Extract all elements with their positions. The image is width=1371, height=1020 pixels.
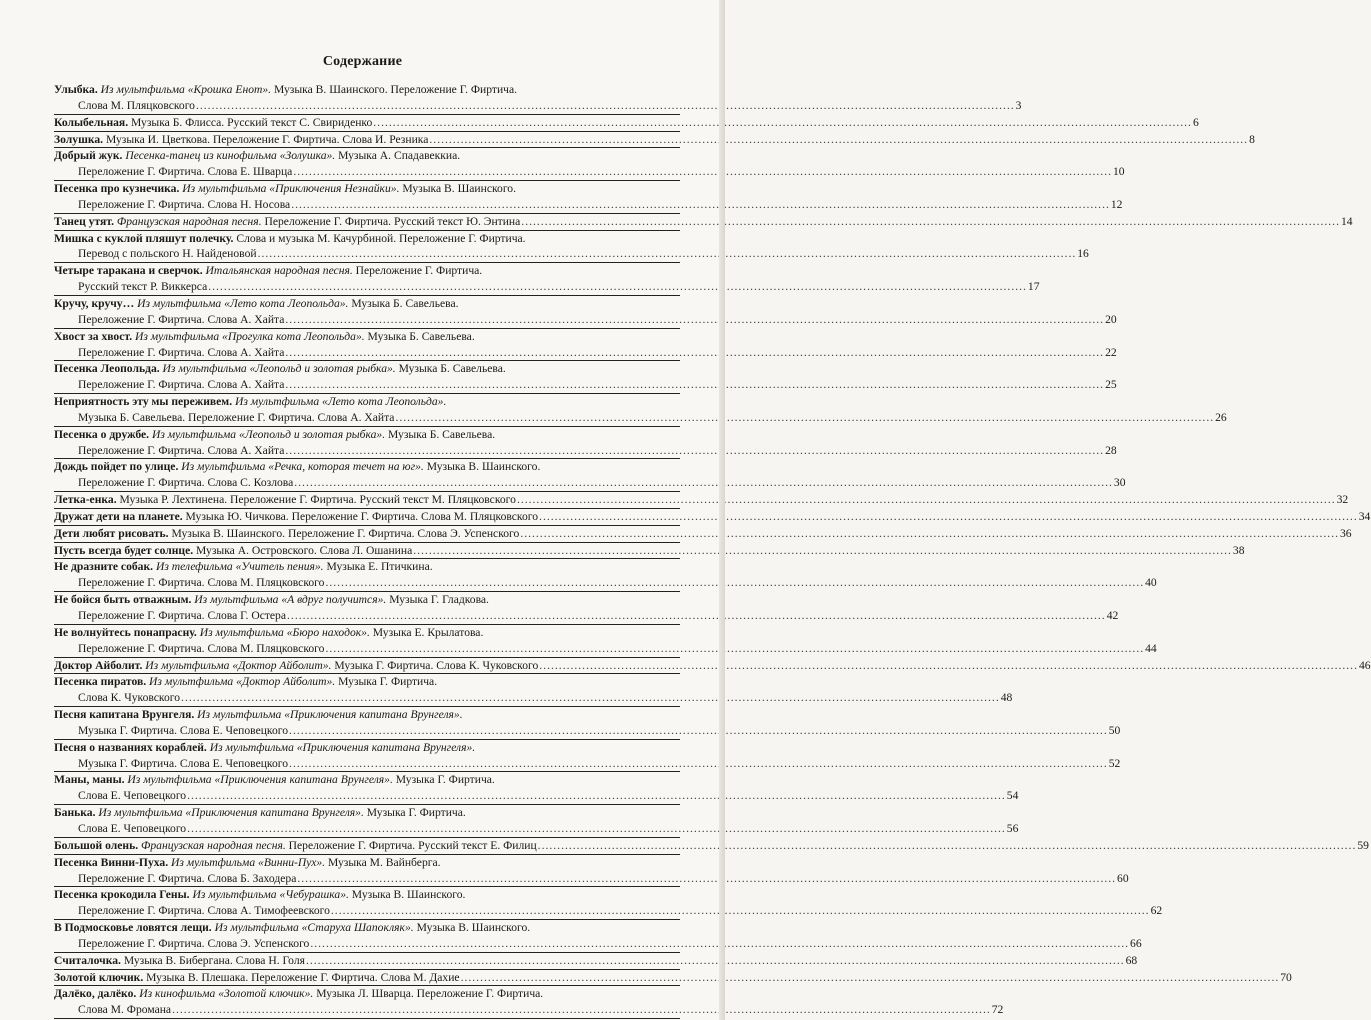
toc-entry-line — [54, 164, 1125, 180]
song-title: Не волнуйтесь понапрасну. — [54, 625, 197, 639]
toc-entry-line — [54, 625, 680, 641]
credits-text: Музыка Б. Савельева. — [395, 362, 506, 376]
toc-entry — [54, 920, 1142, 953]
page-number: 36 — [1339, 526, 1352, 540]
source-note: Из мультфильма «Винни-Пух». — [168, 855, 326, 869]
toc-entry — [54, 214, 1353, 231]
page-number: 60 — [1117, 871, 1129, 885]
source-note: Из мультфильма «Лето кота Леопольда». — [232, 395, 447, 409]
toc-entry-line — [54, 723, 1121, 739]
credits-text: Музыка В. Шаинского. Переложение Г. Фиртича. Слова Э. Успенского — [168, 526, 520, 540]
toc-entry — [54, 459, 1126, 492]
leader-dots — [331, 903, 1150, 919]
credits-text: Переложение Г. Фиртича. Слова Н. Носова — [78, 197, 291, 211]
toc-entry — [54, 115, 1199, 132]
toc-entry-line — [54, 443, 1117, 459]
song-title: Песенка Винни-Пуха. — [54, 855, 169, 869]
credits-text: Музыка Б. Флисса. Русский текст С. Свириденко — [128, 115, 373, 129]
toc-entry-line — [54, 543, 1245, 559]
source-note: Из мультфильма «Лето кота Леопольда». — [134, 296, 349, 310]
credits-text: Музыка Е. Крылатова. — [369, 625, 484, 639]
credits-text: Музыка Б. Савельева. — [385, 427, 496, 441]
leader-dots — [539, 658, 1358, 674]
toc-entry — [54, 231, 1089, 264]
toc-entry — [54, 953, 1138, 970]
toc-entry-line — [54, 214, 1353, 230]
song-title: Дружат дети на планете. — [54, 509, 183, 523]
toc-entry-line — [54, 312, 1117, 328]
leader-dots — [172, 1002, 991, 1018]
leader-dots — [285, 443, 1104, 459]
toc-entry — [54, 492, 1349, 509]
leader-dots — [538, 838, 1357, 854]
toc-entry-line — [54, 410, 1227, 426]
page-number: 28 — [1105, 443, 1117, 457]
credits-text: Слова К. Чуковского — [78, 691, 181, 705]
toc-entry-line — [54, 394, 680, 410]
source-note: Из мультфильма «Прогулка кота Леопольда». — [132, 329, 365, 343]
source-note: Из мультфильма «Приключения капитана Врунгеля». — [194, 708, 463, 722]
source-note: Из мультфильма «Бюро находок». — [196, 625, 370, 639]
song-title: Улыбка. — [54, 83, 98, 96]
toc-entry — [54, 263, 1040, 296]
credits-text: Слова и музыка М. Качурбиной. Переложение Г. Фиртича. — [233, 231, 526, 245]
toc-entry-line — [54, 838, 1369, 854]
leader-dots — [258, 246, 1077, 262]
toc-entry — [54, 970, 1292, 987]
credits-text: Переложение Г. Фиртича. Слова А. Хайта — [78, 378, 285, 392]
toc-entry-line — [54, 246, 1089, 262]
leader-dots — [461, 970, 1280, 986]
toc-entry — [54, 772, 1019, 805]
credits-text: Переложение Г. Фиртича. Слова Е. Шварца — [78, 165, 293, 179]
credits-text: Музыка В. Шаинского. Переложение Г. Фиртича. — [271, 83, 518, 96]
source-note: Песенка-танец из кинофильма «Золушка». — [122, 149, 336, 163]
page-edge-shadow — [719, 0, 725, 1020]
toc-entry-line — [54, 920, 680, 936]
page-number: 38 — [1232, 543, 1245, 557]
credits-text: Переложение Г. Фиртича. Русский текст Е. Филиц — [285, 838, 537, 852]
toc-entry-line — [54, 509, 1371, 525]
leader-dots — [181, 690, 1000, 706]
leader-dots — [395, 410, 1214, 426]
toc-entry-line — [54, 98, 1022, 114]
song-title: Дети любят рисовать. — [54, 526, 169, 540]
credits-text: Музыка Л. Шварца. Переложение Г. Фиртича. — [313, 987, 544, 1001]
credits-text: Музыка В. Шаинского. — [399, 182, 516, 196]
toc-entry-line — [54, 492, 1349, 508]
credits-text: Музыка Г. Фиртича. — [392, 773, 495, 787]
toc-entry — [54, 805, 1019, 838]
source-note: Из мультфильма «Приключения капитана Врунгеля». — [95, 806, 364, 820]
credits-text: Музыка Ю. Чичкова. Переложение Г. Фиртича. Слова М. Пляцковского — [182, 509, 539, 523]
credits-text: Музыка Г. Гладкова. — [386, 593, 489, 607]
page-number: 59 — [1357, 838, 1369, 852]
credits-text: Музыка В. Плешака. Переложение Г. Фиртича. Слова М. Дахие — [143, 970, 460, 984]
song-title: Песенка пиратов. — [54, 675, 147, 689]
toc-entry-line — [54, 197, 1123, 213]
song-title: Кручу, кручу… — [54, 296, 135, 310]
credits-text: Музыка И. Цветкова. Переложение Г. Фиртича. Слова И. Резника — [103, 132, 429, 146]
page-number: 12 — [1110, 197, 1123, 211]
toc-entry — [54, 296, 1117, 329]
source-note: Из мультфильма «Приключения капитана Врунгеля». — [206, 740, 476, 754]
toc-entry-line — [54, 707, 680, 723]
source-note: Из мультфильма «Старуха Шапокляк». — [211, 921, 414, 935]
credits-text: Музыка Г. Фиртича. — [335, 675, 438, 689]
page-number: 66 — [1130, 936, 1142, 950]
toc-entry-line — [54, 148, 680, 164]
toc-entry-line — [54, 559, 680, 575]
toc-entry — [54, 132, 1255, 149]
toc-entry-line — [54, 459, 680, 475]
credits-text: Слова М. Пляцковского — [78, 98, 195, 112]
toc-entry-line — [54, 377, 1117, 393]
page-title: Содержание — [322, 54, 403, 69]
toc-entry-line — [54, 772, 680, 788]
credits-text: Слова Е. Чеповецкого — [78, 789, 187, 803]
leader-dots — [429, 132, 1248, 148]
song-title: Четыре таракана и сверчок. — [54, 264, 203, 278]
toc-entry — [54, 394, 1227, 427]
credits-text: Музыка В. Бибергана. Слова Н. Голя — [120, 953, 305, 967]
toc-entry — [54, 509, 1371, 526]
song-title: Не дразните собак. — [54, 560, 154, 574]
toc-entry-line — [54, 821, 1019, 837]
song-title: Танец утят. — [54, 214, 114, 228]
toc-entry-line — [54, 740, 680, 756]
toc-entry — [54, 592, 1119, 625]
toc-entry-line — [54, 986, 680, 1002]
credits-text: Музыка А. Островского. Слова Л. Ошанина — [193, 543, 413, 557]
credits-text: Слова М. Фромана — [78, 1003, 172, 1017]
toc-entry-line — [54, 575, 1157, 591]
song-title: Не бойся быть отважным. — [54, 593, 192, 607]
credits-text: Музыка Г. Фиртича. Слова Е. Чеповецкого — [78, 723, 289, 737]
source-note: Из телефильма «Учитель пения». — [153, 560, 324, 574]
page-number: 6 — [1192, 115, 1199, 129]
toc-entry-line — [54, 953, 1138, 969]
toc-entry-line — [54, 345, 1117, 361]
toc-entry — [54, 855, 1129, 888]
page-number: 68 — [1125, 953, 1138, 967]
leader-dots — [287, 608, 1106, 624]
source-note: Из кинофильма «Золотой ключик». — [136, 987, 314, 1001]
song-title: Летка-енка. — [54, 493, 117, 507]
leader-dots — [297, 871, 1116, 887]
leader-dots — [196, 98, 1015, 114]
leader-dots — [306, 953, 1125, 969]
credits-text: Переложение Г. Фиртича. — [352, 264, 483, 278]
toc-entry-line — [54, 427, 680, 443]
song-title: Неприятность эту мы переживем. — [54, 395, 233, 409]
leader-dots — [413, 543, 1232, 559]
leader-dots — [539, 509, 1358, 525]
toc-entry — [54, 740, 1121, 773]
toc-entry — [54, 674, 1013, 707]
leader-dots — [291, 197, 1110, 213]
toc-entry-line — [54, 296, 680, 312]
song-title: Песенка Леопольда. — [54, 362, 160, 376]
credits-text: Переложение Г. Фиртича. Слова М. Пляцковского — [78, 641, 325, 655]
toc-entry-line — [54, 279, 1040, 295]
song-title: Пусть всегда будет солнце. — [54, 543, 194, 557]
toc-entry-line — [54, 361, 680, 377]
song-title: Золушка. — [54, 132, 104, 146]
page-number: 30 — [1113, 476, 1126, 490]
toc-entry-line — [54, 788, 1019, 804]
leader-dots — [325, 575, 1144, 591]
song-title: Мишка с куклой пляшут полечку. — [54, 231, 234, 245]
song-title: Хвост за хвост. — [54, 329, 133, 343]
credits-text: Переложение Г. Фиртича. Слова Б. Заходера — [78, 871, 297, 885]
toc-entry — [54, 658, 1371, 675]
song-title: Песенка про кузнечика. — [54, 182, 180, 196]
song-title: Дождь пойдет по улице. — [54, 460, 179, 474]
toc-entry-line — [54, 690, 1013, 706]
table-of-contents — [54, 82, 1371, 1019]
leader-dots — [187, 788, 1006, 804]
toc-entry-line — [54, 936, 1142, 952]
page-number: 50 — [1108, 723, 1121, 737]
toc-entry-line — [54, 887, 680, 903]
page-number: 42 — [1106, 609, 1119, 622]
toc-entry — [54, 838, 1369, 855]
source-note: Из мультфильма «А вдруг получится». — [191, 593, 387, 607]
toc-entry-line — [54, 263, 680, 279]
page-number: 56 — [1006, 821, 1019, 835]
leader-dots — [373, 115, 1192, 131]
source-note: Итальянская народная песня. — [202, 264, 353, 278]
toc-entry — [54, 707, 1121, 740]
toc-entry-line — [54, 475, 1126, 491]
page-number: 22 — [1105, 345, 1117, 359]
source-note: Из мультфильма «Леопольд и золотая рыбка». — [159, 362, 396, 376]
credits-text: Музыка В. Шаинского. — [413, 921, 531, 935]
toc-entry-line — [54, 805, 680, 821]
toc-entry-line — [54, 82, 680, 98]
toc-entry — [54, 986, 1004, 1019]
credits-text: Переложение Г. Фиртича. Слова А. Хайта — [78, 443, 285, 457]
song-title: Считалочка. — [54, 953, 121, 967]
page-number: 10 — [1113, 165, 1125, 179]
credits-text: Переложение Г. Фиртича. Слова А. Хайта — [78, 312, 285, 326]
source-note: Французская народная песня. — [138, 838, 286, 852]
toc-entry-line — [54, 115, 1199, 131]
toc-entry — [54, 887, 1163, 920]
song-title: Золотой ключик. — [54, 970, 144, 984]
credits-text: Переложение Г. Фиртича. Слова М. Пляцковского — [78, 576, 325, 590]
credits-text: Музыка Б. Савельева. Переложение Г. Фиртича. Слова А. Хайта — [78, 410, 395, 424]
leader-dots — [285, 377, 1104, 393]
song-title: Большой олень. — [54, 838, 139, 852]
leader-dots — [208, 279, 1027, 295]
credits-text: Музыка Г. Фиртича. — [363, 806, 466, 820]
song-title: Доктор Айболит. — [54, 658, 143, 672]
credits-text: Музыка Б. Савельева. — [364, 329, 475, 343]
source-note: Из мультфильма «Речка, которая течет на юг». — [178, 460, 424, 474]
toc-entry — [54, 361, 1117, 394]
song-title: Маны, маны. — [54, 773, 125, 787]
toc-entry — [54, 625, 1157, 658]
credits-text: Переложение Г. Фиртича. Слова Э. Успенского — [78, 936, 310, 950]
page-number: 14 — [1340, 214, 1353, 228]
song-title: Песенка крокодила Гены. — [54, 888, 190, 902]
toc-entry-line — [54, 231, 680, 247]
page-number: 20 — [1105, 312, 1117, 326]
leader-dots — [293, 164, 1112, 180]
toc-entry-line — [54, 970, 1292, 986]
credits-text: Переложение Г. Фиртича. Слова А. Хайта — [78, 345, 285, 359]
page-number: 34 — [1358, 509, 1371, 523]
page-number: 16 — [1077, 247, 1089, 261]
toc-entry-line — [54, 329, 680, 345]
leader-dots — [294, 475, 1113, 491]
credits-text: Музыка Б. Савельева. — [348, 296, 459, 310]
credits-text: Музыка Е. Птичкина. — [323, 560, 433, 574]
source-note: Из мультфильма «Приключения Незнайки». — [179, 182, 400, 196]
page-number: 48 — [1000, 691, 1013, 705]
credits-text: Переложение Г. Фиртича. Русский текст Ю. Энтина — [261, 214, 521, 228]
credits-text: Перевод с польского Н. Найденовой — [78, 247, 257, 261]
toc-entry-line — [54, 658, 1371, 674]
credits-text: Музыка Г. Фиртича. Слова К. Чуковского — [331, 658, 539, 672]
page-number: 26 — [1215, 410, 1227, 424]
toc-entry-line — [54, 855, 680, 871]
toc-entry — [54, 559, 1157, 592]
credits-text: Музыка В. Шаинского. — [423, 460, 541, 474]
credits-text: Музыка Р. Лехтинена. Переложение Г. Фиртича. Русский текст М. Пляцковского — [116, 493, 516, 507]
leader-dots — [520, 526, 1339, 542]
song-title: Колыбельная. — [54, 115, 129, 129]
song-title: Песня о названиях кораблей. — [54, 740, 207, 754]
toc-entry — [54, 526, 1352, 543]
credits-text: Переложение Г. Фиртича. Слова С. Козлова — [78, 476, 294, 490]
page-number: 46 — [1358, 658, 1371, 672]
song-title: В Подмосковье ловятся лещи. — [54, 921, 212, 935]
leader-dots — [289, 723, 1108, 739]
toc-entry-line — [54, 641, 1157, 657]
toc-entry-line — [54, 592, 680, 608]
credits-text: Переложение Г. Фиртича. Слова Г. Остера — [78, 609, 287, 622]
song-title: Песенка о дружбе. — [54, 427, 150, 441]
source-note: Из мультфильма «Доктор Айболит». — [146, 675, 336, 689]
toc-entry — [54, 181, 1123, 214]
page-number: 54 — [1006, 789, 1019, 803]
leader-dots — [521, 214, 1340, 230]
toc-entry-line — [54, 756, 1121, 772]
leader-dots — [285, 312, 1104, 328]
source-note: Французская народная песня. — [113, 214, 262, 228]
song-title: Добрый жук. — [54, 149, 123, 163]
toc-entry — [54, 82, 1022, 115]
page-number: 25 — [1105, 378, 1117, 392]
page-number: 40 — [1145, 576, 1157, 590]
credits-text: Музыка В. Шаинского. — [348, 888, 466, 902]
page-number: 32 — [1336, 493, 1349, 507]
leader-dots — [187, 821, 1006, 837]
page-number: 17 — [1027, 280, 1040, 294]
leader-dots — [517, 492, 1336, 508]
credits-text: Музыка Г. Фиртича. Слова Е. Чеповецкого — [78, 756, 289, 770]
source-note: Из мультфильма «Приключения капитана Врунгеля». — [124, 773, 393, 787]
credits-text: Музыка А. Спадавеккиа. — [335, 149, 461, 163]
toc-entry-line — [54, 132, 1255, 148]
credits-text: Музыка М. Вайнберга. — [325, 855, 441, 869]
leader-dots — [325, 641, 1144, 657]
source-note: Из мультфильма «Крошка Енот». — [97, 83, 272, 96]
toc-entry — [54, 329, 1117, 362]
page-number: 44 — [1145, 641, 1157, 655]
source-note: Из мультфильма «Доктор Айболит». — [142, 658, 332, 672]
page-number: 72 — [991, 1003, 1004, 1017]
credits-text: Слова Е. Чеповецкого — [78, 821, 187, 835]
page-number: 70 — [1280, 970, 1292, 984]
toc-entry-line — [54, 871, 1129, 887]
leader-dots — [289, 756, 1108, 772]
song-title: Далёко, далёко. — [54, 987, 137, 1001]
credits-text: Русский текст Р. Виккерса — [78, 280, 208, 294]
page-number: 62 — [1150, 904, 1163, 918]
toc-entry-line — [54, 674, 680, 690]
page-number: 52 — [1108, 756, 1121, 770]
toc-entry — [54, 427, 1117, 460]
toc-entry-line — [54, 608, 1119, 624]
toc-entry-line — [54, 181, 680, 197]
toc-entry-line — [54, 1002, 1004, 1018]
source-note: Из мультфильма «Леопольд и золотая рыбка». — [149, 427, 386, 441]
song-title: Банька. — [54, 806, 96, 820]
credits-text: Переложение Г. Фиртича. Слова А. Тимофеевского — [78, 904, 330, 918]
page-number: 3 — [1015, 98, 1022, 112]
toc-entry — [54, 543, 1245, 560]
leader-dots — [285, 345, 1104, 361]
song-title: Песня капитана Врунгеля. — [54, 708, 195, 722]
page-number: 8 — [1249, 132, 1255, 146]
source-note: Из мультфильма «Чебурашка». — [189, 888, 349, 902]
toc-entry — [54, 148, 1125, 181]
toc-entry-line — [54, 903, 1163, 919]
toc-entry-line — [54, 526, 1352, 542]
